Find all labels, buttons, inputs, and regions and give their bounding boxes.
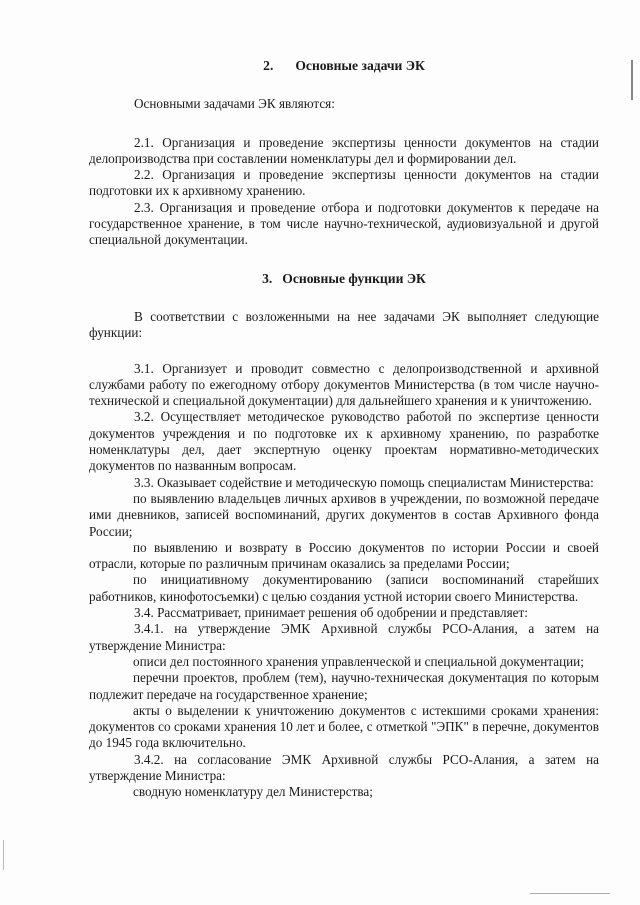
paragraph-3-4-1: 3.4.1. на утверждение ЭМК Архивной службы РСО-Алания, а затем на утверждение Министра: [89,621,599,653]
list-item: описи дел постоянного хранения управленческой и специальной документации; [133,653,584,669]
scan-edge-mark [530,893,610,894]
document-body [89,58,599,801]
paragraph-3-1: 3.1. Организует и проводит совместно с делопроизводственной и архивной службами работу по ежегодному отбору документов Министерства (в том числе научно-технической и специальной документации) для дальнейшего хранения и к уничтожению. [89,360,599,409]
list-item: сводную номенклатуру дел Министерства; [133,784,373,800]
section-number: 2. [263,58,274,73]
section-2-intro: Основными задачами ЭК являются: [134,96,335,112]
list-item: по выявлению и возврату в Россию документов по истории России и своей отрасли, которые по различным причинам оказались за пределами России; [89,539,599,572]
paragraph-3-2: 3.2. Осуществляет методическое руководство работой по экспертизе ценности документов учреждения и по подготовке их к архивному хранению, по разработке номенклатуры дел, дает экспертную оценку проектам нормативно-методических документов по названным вопросам. [89,409,599,474]
paragraph-2-3: 2.3. Организация и проведение отбора и подготовки документов к передаче на государственное хранение, в том числе научно-технической, аудиовизуальной и другой специальной документации. [89,199,599,248]
section-3-intro: В соответствии с возложенными на нее задачами ЭК выполняет следующие функции: [89,308,599,341]
section-number: 3. [262,270,273,286]
scan-edge-mark [631,60,633,100]
section-title: Основные задачи ЭК [295,58,425,73]
paragraph-2-1: 2.1. Организация и проведение экспертизы ценности документов на стадии делопроизводства при составлении номенклатуры дел и формировании дел. [89,134,599,166]
section-2-heading [89,58,599,74]
section-title: Основные функции ЭК [282,270,426,286]
list-item: по выявлению владельцев личных архивов в учреждении, по возможной передаче ими дневников, записей воспоминаний, других документов в состав Архивного фонда России; [89,490,599,539]
list-item: акты о выделении к уничтожению документов с истекшими сроками хранения: документов со сроками хранения 10 лет и более, с отметкой "ЭПК" в перечне, документов до 1945 года включительно. [89,702,599,751]
list-item: перечни проектов, проблем (тем), научно-техническая документация по которым подлежит передаче на государственное хранение; [89,670,599,702]
paragraph-3-3: 3.3. Оказывает содействие и методическую помощь специалистам Министерства: [134,474,594,490]
paragraph-3-4-2: 3.4.2. на согласование ЭМК Архивной службы РСО-Алания, а затем на утверждение Министра: [89,751,599,783]
list-item: по инициативному документированию (записи воспоминаний старейших работников, кинофотосъемки) с целью создания устной истории своего Министерства. [89,572,599,604]
scan-edge-mark [3,840,4,870]
paragraph-2-2: 2.2. Организация и проведение экспертизы ценности документов на стадии подготовки их к архивному хранению. [89,167,599,199]
paragraph-3-4: 3.4. Рассматривает, принимает решения об одобрении и представляет: [134,605,528,621]
section-3-heading [89,271,599,287]
